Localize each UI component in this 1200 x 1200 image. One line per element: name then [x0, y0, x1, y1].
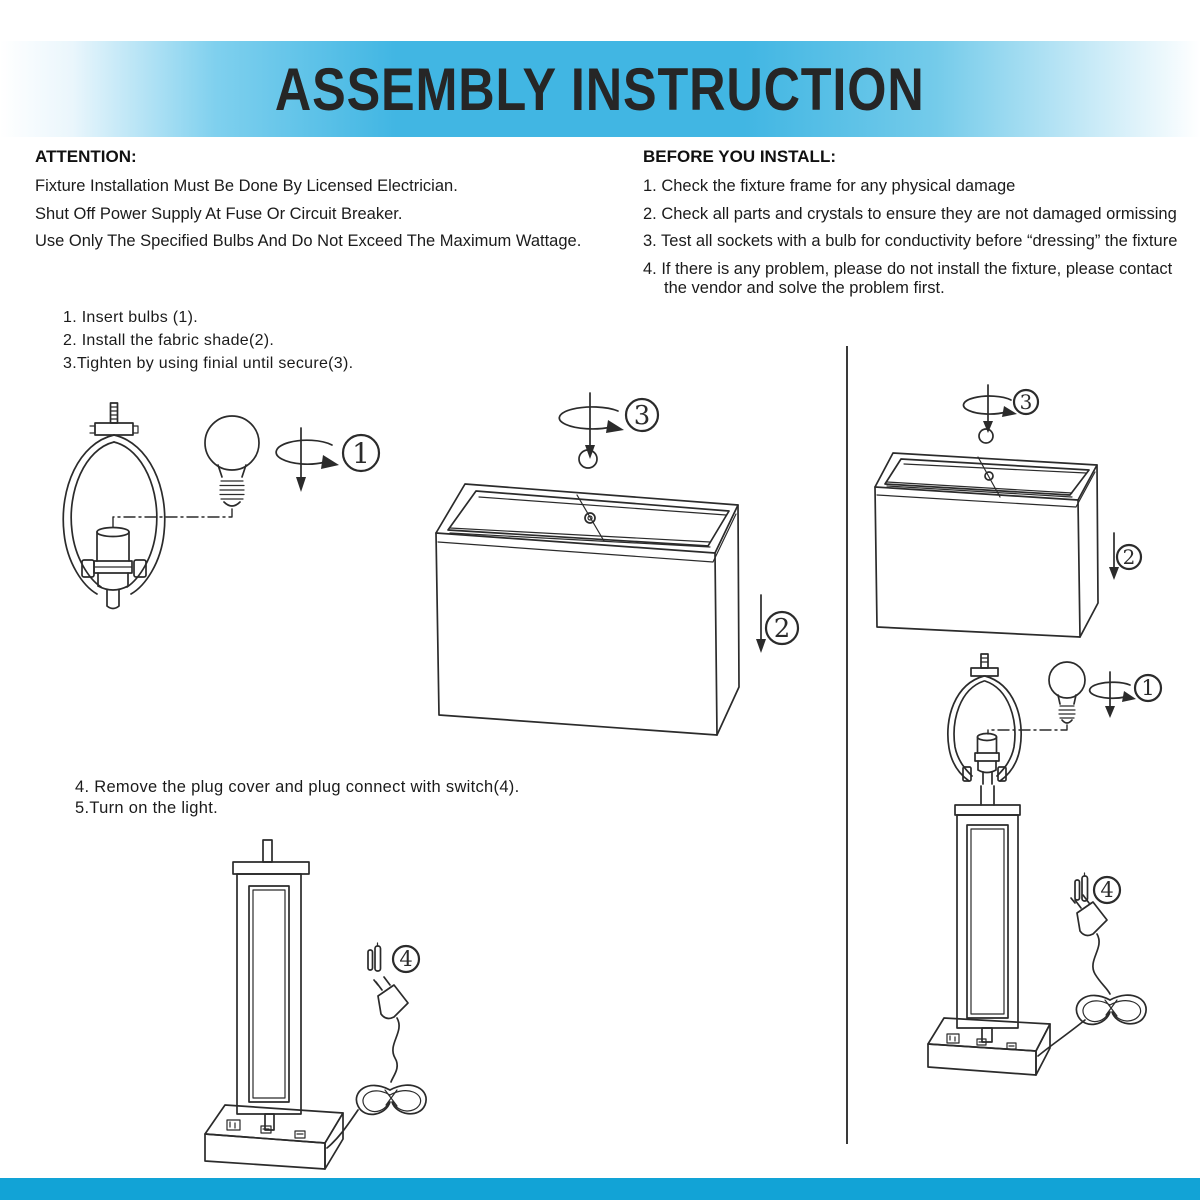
bulb-icon	[205, 416, 259, 506]
before-install-item: 1. Check the fixture frame for any physical damage	[643, 177, 1016, 195]
attention-heading: ATTENTION:	[35, 147, 137, 166]
step-line: 3.Tighten by using finial until secure(3).	[63, 355, 354, 372]
rotation-arrow-icon	[559, 393, 624, 459]
before-install-item: 4. If there is any problem, please do not install the fixture, please contact the vendor and solve the problem first.	[643, 259, 1173, 297]
callout-4-badge	[1094, 877, 1120, 903]
attention-line: Fixture Installation Must Be Done By Licensed Electrician.	[35, 177, 458, 195]
svg-text:2: 2	[1122, 545, 1136, 569]
down-arrow-icon	[756, 595, 766, 653]
header-banner	[0, 41, 1200, 137]
callout-1-badge	[343, 435, 379, 471]
attention-section	[35, 147, 610, 260]
attention-line: Shut Off Power Supply At Fuse Or Circuit Breaker.	[35, 204, 403, 223]
diagram-lamp-right	[925, 648, 1175, 1093]
socket-icon	[94, 528, 132, 609]
cord-coil-icon	[1038, 934, 1146, 1056]
plug-cover-icon	[368, 943, 381, 971]
column-divider	[846, 346, 848, 1144]
step-line: 1. Insert bulbs (1).	[63, 309, 198, 326]
ac-outlet-icon	[227, 1120, 240, 1130]
rotation-arrow-icon	[276, 428, 339, 492]
svg-text:2: 2	[773, 614, 791, 644]
callout-3-badge	[626, 399, 658, 431]
step-line: 4. Remove the plug cover and plug connect with switch(4).	[75, 778, 520, 796]
harp-icon	[948, 654, 1021, 781]
svg-text:4: 4	[1100, 878, 1114, 902]
harp-icon	[63, 403, 165, 594]
bulb-icon	[1049, 662, 1085, 723]
diagram-insert-bulb	[55, 393, 405, 665]
before-install-heading: BEFORE YOU INSTALL:	[643, 147, 836, 166]
power-strip-base-icon	[928, 1018, 1050, 1075]
plug-cover-icon	[1075, 873, 1088, 901]
leader-line	[113, 509, 232, 527]
rotation-arrow-icon	[1090, 672, 1136, 718]
callout-2-badge	[766, 612, 798, 644]
step-line: 5.Turn on the light.	[75, 799, 218, 817]
before-install-item: 2. Check all parts and crystals to ensure they are not damaged ormissing	[643, 204, 1177, 223]
plug-icon	[374, 977, 408, 1018]
callout-2-badge	[1117, 545, 1141, 569]
svg-text:1: 1	[1141, 676, 1155, 700]
diagram-shade-center	[425, 383, 810, 758]
diagram-lamp-left	[185, 838, 435, 1190]
callout-3-badge	[1014, 390, 1038, 414]
before-install-section	[643, 147, 1195, 307]
shade-icon	[875, 453, 1098, 637]
lamp-body-icon	[233, 840, 309, 1130]
socket-icon	[975, 734, 999, 785]
before-install-item: 3. Test all sockets with a bulb for conductivity before “dressing” the fixture	[643, 232, 1178, 250]
leader-line	[988, 725, 1067, 734]
callout-1-badge	[1135, 675, 1161, 701]
svg-text:3: 3	[1019, 390, 1033, 414]
lamp-body-icon	[955, 786, 1020, 1042]
shade-icon	[436, 484, 739, 735]
usb-port-icon	[1007, 1043, 1016, 1049]
diagram-shade-right	[863, 383, 1155, 645]
step-line: 2. Install the fabric shade(2).	[63, 332, 275, 349]
svg-text:4: 4	[399, 947, 413, 971]
rotation-arrow-icon	[963, 385, 1017, 433]
finial-icon	[979, 429, 993, 443]
steps-4-5-list	[75, 777, 520, 819]
callout-4-badge	[393, 946, 419, 972]
steps-1-3-list	[63, 306, 353, 375]
page-title: ASSEMBLY INSTRUCTION	[275, 55, 925, 123]
cord-coil-icon	[327, 1018, 426, 1148]
ac-outlet-icon	[947, 1034, 959, 1043]
attention-line: Use Only The Specified Bulbs And Do Not Exceed The Maximum Wattage.	[35, 232, 582, 250]
usb-port-icon	[295, 1131, 305, 1138]
svg-text:1: 1	[352, 437, 370, 470]
footer-strip	[0, 1178, 1200, 1200]
svg-text:3: 3	[633, 401, 651, 431]
